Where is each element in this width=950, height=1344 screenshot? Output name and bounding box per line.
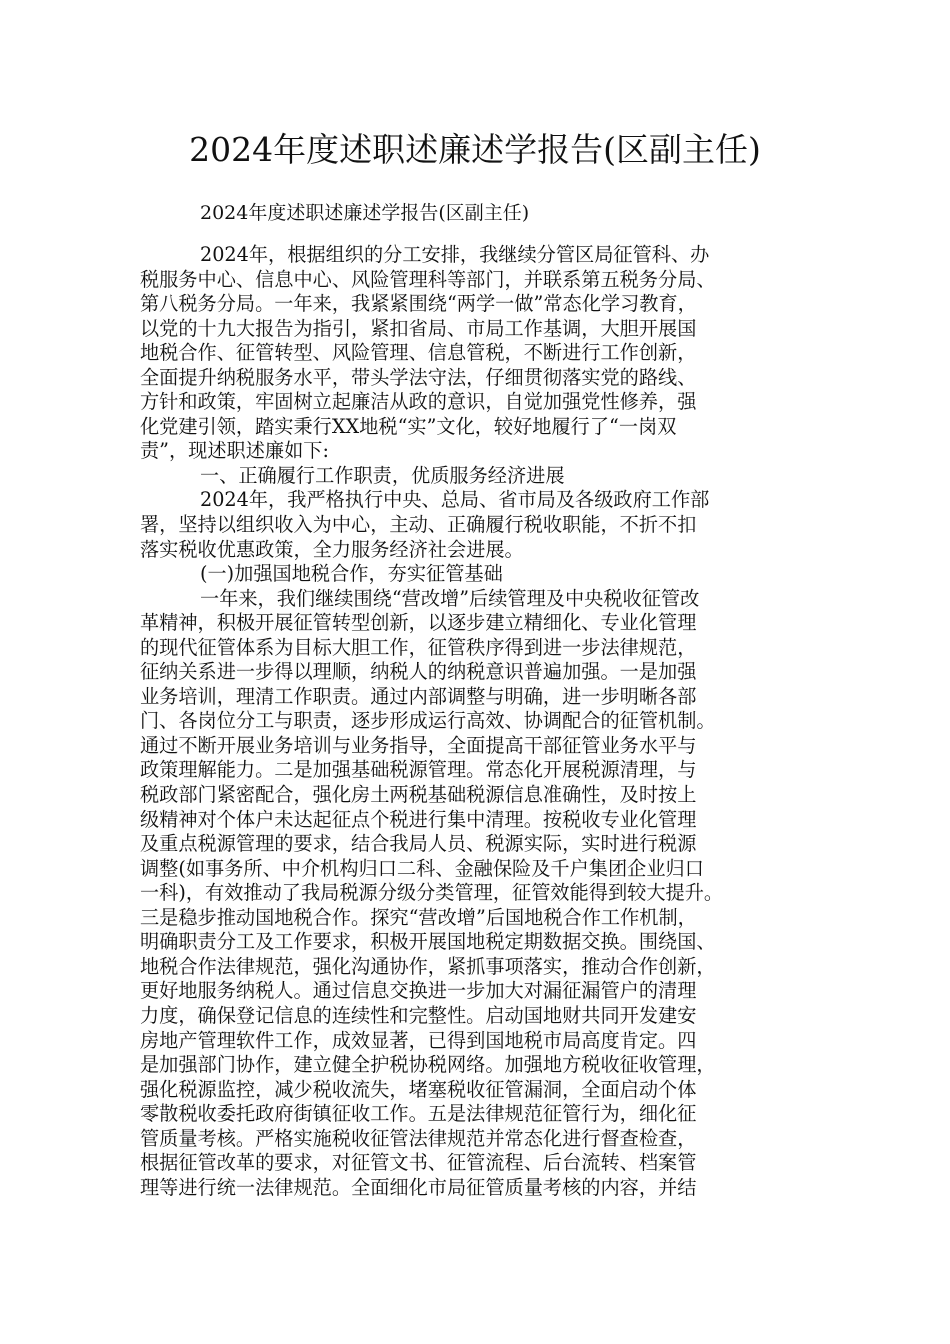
- body-text-line: 理等进行统一法律规范。全面细化市局征管质量考核的内容，并结: [140, 1175, 697, 1199]
- body-text-line: 落实税收优惠政策，全力服务经济社会进展。: [140, 537, 524, 561]
- body-text-line: 责”，现述职述廉如下:: [140, 439, 329, 463]
- body-text-line: 地税合作法律规范，强化沟通协作，紧抓事项落实，推动合作创新，: [140, 954, 716, 978]
- body-text-line: 强化税源监控，减少税收流失，堵塞税收征管漏洞，全面启动个体: [140, 1077, 697, 1101]
- body-text-line: 署，坚持以组织收入为中心，主动、正确履行税收职能，不折不扣: [140, 513, 697, 537]
- body-text-line: 地税合作、征管转型、风险管理、信息管税，不断进行工作创新，: [140, 341, 697, 365]
- body-text-line: 一科)，有效推动了我局税源分级分类管理，征管效能得到较大提升。: [140, 881, 724, 905]
- body-text-line: 管质量考核。严格实施税收征管法律规范并常态化进行督查检查，: [140, 1126, 697, 1150]
- body-text-line: 全面提升纳税服务水平，带头学法守法，仔细贯彻落实党的路线、: [140, 365, 697, 389]
- body-text-line: 以党的十九大报告为指引，紧扣省局、市局工作基调，大胆开展国: [140, 316, 697, 340]
- body-text-line: 三是稳步推动国地税合作。探究“营改增”后国地税合作工作机制，: [140, 905, 697, 929]
- body-text-line: 门、各岗位分工与职责，逐步形成运行高效、协调配合的征管机制。: [140, 709, 716, 733]
- body-text-line: 一年来，我们继续围绕“营改增”后续管理及中央税收征管改: [200, 586, 700, 610]
- body-text-line: 零散税收委托政府街镇征收工作。五是法律规范征管行为，细化征: [140, 1102, 697, 1126]
- body-text-line: 2024年，我严格执行中央、总局、省市局及各级政府工作部: [200, 488, 710, 512]
- body-text-line: 化党建引领，踏实秉行XX地税“实”文化，较好地履行了“一岗双: [140, 414, 677, 438]
- body-text-line: 房地产管理软件工作，成效显著，已得到国地税市局高度肯定。四: [140, 1028, 697, 1052]
- body-text-line: 征纳关系进一步得以理顺，纳税人的纳税意识普遍加强。一是加强: [140, 660, 697, 684]
- body-text-line: (一)加强国地税合作，夯实征管基础: [200, 562, 503, 586]
- body-text-line: 税服务中心、信息中心、风险管理科等部门，并联系第五税务分局、: [140, 267, 716, 291]
- document-subtitle: 2024年度述职述廉述学报告(区副主任): [200, 202, 530, 224]
- document-body: [140, 243, 830, 1200]
- body-text-line: 力度，确保登记信息的连续性和完整性。启动国地财共同开发建安: [140, 1003, 697, 1027]
- body-text-line: 更好地服务纳税人。通过信息交换进一步加大对漏征漏管户的清理: [140, 979, 697, 1003]
- body-text-line: 税政部门紧密配合，强化房土两税基础税源信息准确性，及时按上: [140, 783, 697, 807]
- body-text-line: 调整(如事务所、中介机构归口二科、金融保险及千户集团企业归口: [140, 856, 704, 880]
- body-text-line: 明确职责分工及工作要求，积极开展国地税定期数据交换。围绕国、: [140, 930, 716, 954]
- body-text-line: 政策理解能力。二是加强基础税源管理。常态化开展税源清理，与: [140, 758, 697, 782]
- body-text-line: 通过不断开展业务培训与业务指导，全面提高干部征管业务水平与: [140, 733, 697, 757]
- body-text-line: 根据征管改革的要求，对征管文书、征管流程、后台流转、档案管: [140, 1151, 697, 1175]
- body-text-line: 方针和政策，牢固树立起廉洁从政的意识，自觉加强党性修养，强: [140, 390, 697, 414]
- body-text-line: 是加强部门协作，建立健全护税协税网络。加强地方税收征收管理，: [140, 1053, 716, 1077]
- body-text-line: 及重点税源管理的要求，结合我局人员、税源实际，实时进行税源: [140, 832, 697, 856]
- body-text-line: 2024年，根据组织的分工安排，我继续分管区局征管科、办: [200, 243, 710, 266]
- body-text-line: 级精神对个体户未达起征点个税进行集中清理。按税收专业化管理: [140, 807, 697, 831]
- body-text-line: 革精神，积极开展征管转型创新，以逐步建立精细化、专业化管理: [140, 611, 697, 635]
- body-text-line: 的现代征管体系为目标大胆工作，征管秩序得到进一步法律规范，: [140, 635, 697, 659]
- body-text-line: 一、正确履行工作职责，优质服务经济进展: [200, 463, 565, 487]
- document-title: 2024年度述职述廉述学报告(区副主任): [189, 130, 761, 169]
- body-text-line: 业务培训，理清工作职责。通过内部调整与明确，进一步明晰各部: [140, 684, 697, 708]
- body-text-line: 第八税务分局。一年来，我紧紧围绕“两学一做”常态化学习教育，: [140, 292, 697, 316]
